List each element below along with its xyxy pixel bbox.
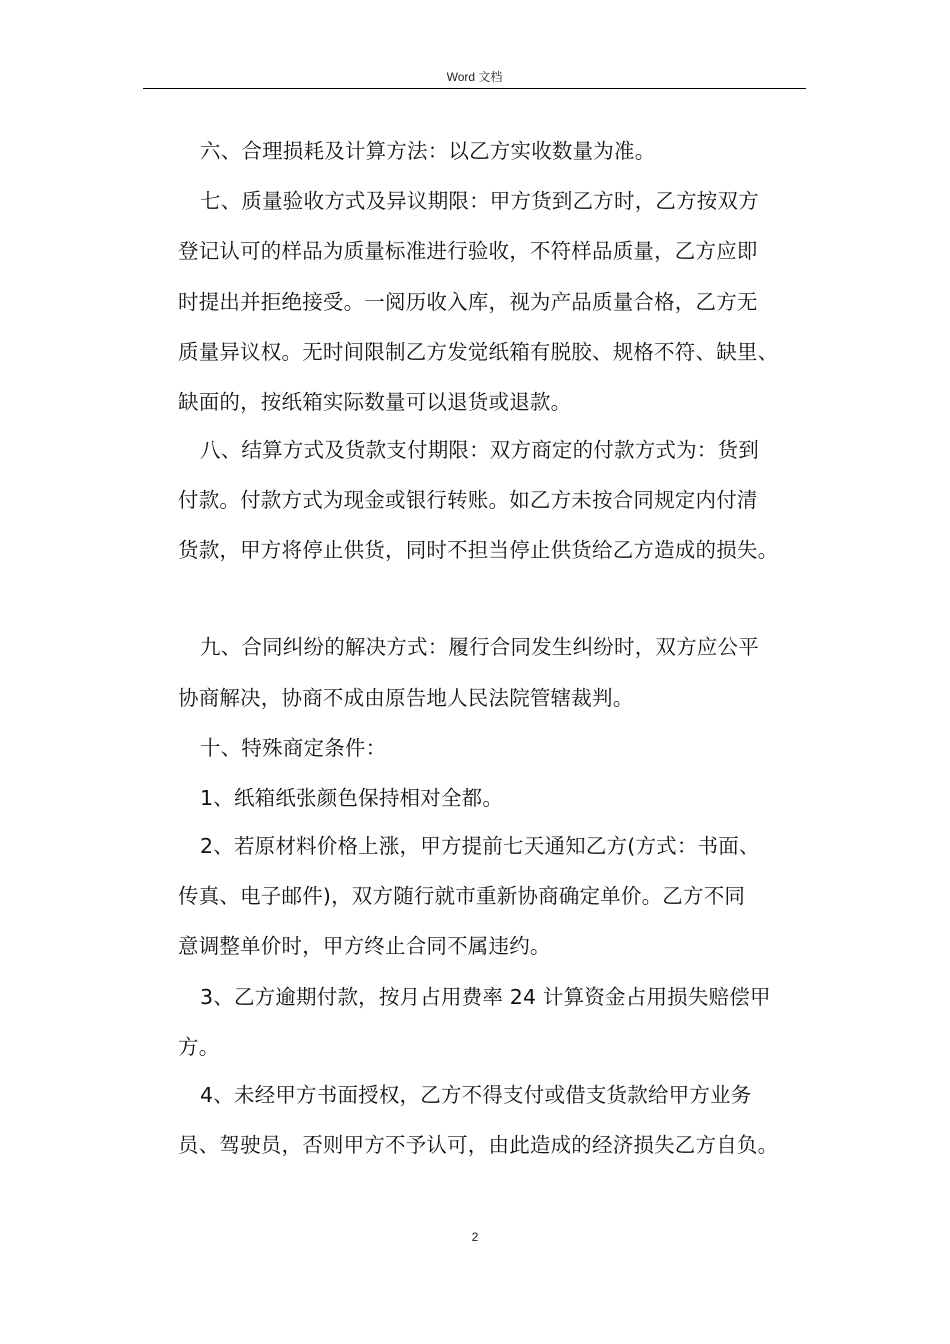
paragraph-line: 方。 xyxy=(178,1035,220,1059)
paragraph-line: 付款。付款方式为现金或银行转账。如乙方未按合同规定内付清 xyxy=(178,488,758,512)
paragraph-line: 六、合理损耗及计算方法：以乙方实收数量为准。 xyxy=(200,139,656,163)
paragraph-line: 货款，甲方将停止供货，同时不担当停止供货给乙方造成的损失。 xyxy=(178,538,779,562)
paragraph-line: 十、特殊商定条件： xyxy=(200,736,387,760)
paragraph-line: 传真、电子邮件)，双方随行就市重新协商确定单价。乙方不同 xyxy=(178,884,746,908)
paragraph-line: 1、纸箱纸张颜色保持相对全都。 xyxy=(200,786,504,810)
paragraph-line: 质量异议权。无时间限制乙方发觉纸箱有脱胶、规格不符、缺里、 xyxy=(178,340,779,364)
paragraph-line: 3、乙方逾期付款，按月占用费率 24 计算资金占用损失赔偿甲 xyxy=(200,985,771,1009)
paragraph-line: 七、质量验收方式及异议期限：甲方货到乙方时，乙方按双方 xyxy=(200,189,759,213)
paragraph-line: 员、驾驶员，否则甲方不予认可，由此造成的经济损失乙方自负。 xyxy=(178,1133,779,1157)
paragraph-line: 意调整单价时，甲方终止合同不属违约。 xyxy=(178,934,551,958)
paragraph-line: 4、未经甲方书面授权，乙方不得支付或借支货款给甲方业务 xyxy=(200,1083,752,1107)
page-number: 2 xyxy=(471,1230,479,1244)
paragraph-line: 九、合同纠纷的解决方式：履行合同发生纠纷时，双方应公平 xyxy=(200,635,759,659)
paragraph-line: 八、结算方式及货款支付期限：双方商定的付款方式为：货到 xyxy=(200,438,759,462)
page-header xyxy=(143,64,806,89)
paragraph-line: 时提出并拒绝接受。一阅历收入库，视为产品质量合格，乙方无 xyxy=(178,290,758,314)
header-title: Word 文档 xyxy=(446,70,503,84)
paragraph-line: 2、若原材料价格上涨，甲方提前七天通知乙方(方式：书面、 xyxy=(200,834,760,858)
paragraph-line: 登记认可的样品为质量标准进行验收，不符样品质量，乙方应即 xyxy=(178,239,758,263)
paragraph-line: 协商解决，协商不成由原告地人民法院管辖裁判。 xyxy=(178,686,634,710)
paragraph-line: 缺面的，按纸箱实际数量可以退货或退款。 xyxy=(178,390,572,414)
